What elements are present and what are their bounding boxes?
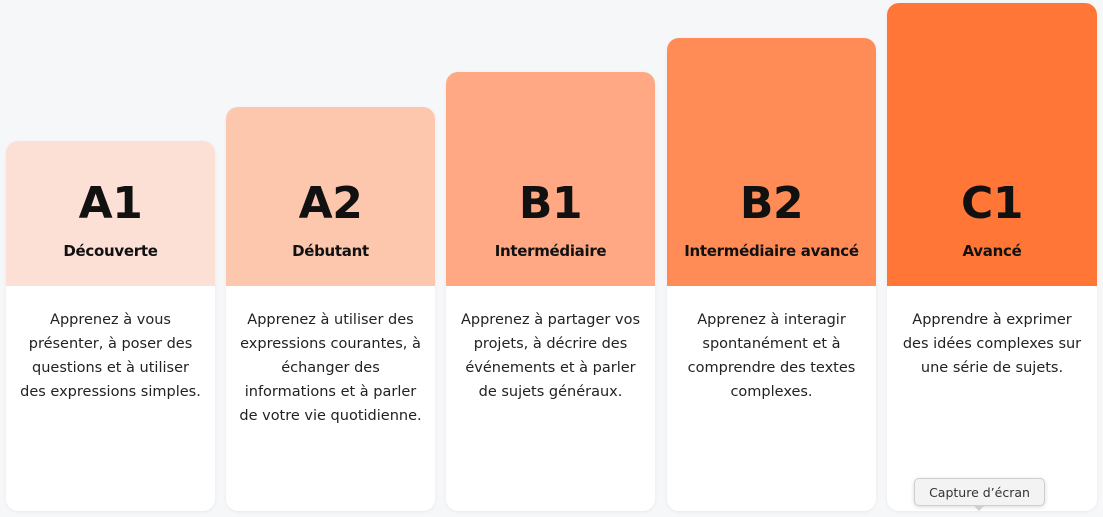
level-description: Apprenez à utiliser des expressions courantes, à échanger des informations et à parler de votre vie quotidienne. xyxy=(239,312,422,424)
screenshot-tooltip: Capture d’écran xyxy=(914,478,1045,506)
level-name: Intermédiaire xyxy=(494,242,607,260)
level-header-a1 xyxy=(6,141,215,286)
level-header-b1 xyxy=(446,72,655,286)
level-body-a1 xyxy=(6,286,215,511)
level-card-c1 xyxy=(887,3,1097,511)
level-body-a2 xyxy=(226,286,435,511)
level-name: Débutant xyxy=(292,242,369,260)
level-header-b2 xyxy=(667,38,876,286)
level-code: B1 xyxy=(518,178,583,229)
level-description: Apprendre à exprimer des idées complexes sur une série de sujets. xyxy=(902,312,1082,376)
level-card-b2 xyxy=(667,38,876,511)
level-card-a2 xyxy=(226,107,435,511)
level-card-b1 xyxy=(446,72,655,511)
level-card-a1 xyxy=(6,141,215,511)
level-header-c1 xyxy=(887,3,1097,286)
level-body-b1 xyxy=(446,286,655,511)
level-code: C1 xyxy=(961,178,1023,229)
level-header-a2 xyxy=(226,107,435,286)
level-description: Apprenez à partager vos projets, à décrire des événements et à parler de sujets généraux. xyxy=(460,312,641,400)
level-body-b2 xyxy=(667,286,876,511)
level-code: A2 xyxy=(298,178,363,229)
level-code: B2 xyxy=(739,178,804,229)
level-name: Intermédiaire avancé xyxy=(684,242,859,260)
tooltip-arrow-icon xyxy=(973,505,985,511)
level-description: Apprenez à vous présenter, à poser des questions et à utiliser des expressions simples. xyxy=(20,312,201,400)
level-name: Découverte xyxy=(63,242,158,260)
level-code: A1 xyxy=(78,178,143,229)
level-name: Avancé xyxy=(962,242,1022,260)
level-description: Apprenez à interagir spontanément et à comprendre des textes complexes. xyxy=(687,312,856,400)
